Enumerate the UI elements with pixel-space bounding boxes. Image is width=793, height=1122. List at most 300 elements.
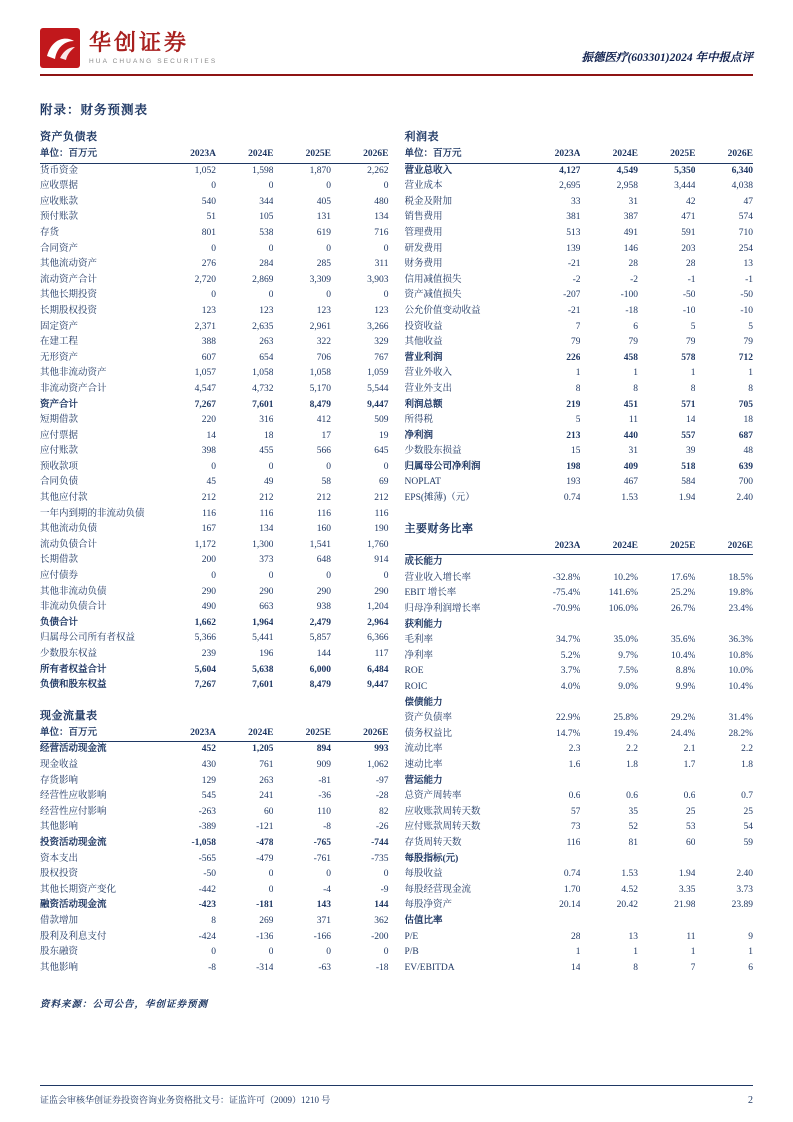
row-value: 254 [738, 243, 753, 254]
row-value: 0 [268, 290, 274, 301]
row-value: 14.7% [555, 728, 581, 739]
section-row [405, 618, 754, 634]
row-value: 0.6 [568, 791, 581, 802]
row-label: 估值比率 [404, 915, 443, 926]
row-value: 123 [259, 305, 274, 316]
row-value: 1.53 [621, 493, 638, 504]
table-row [40, 600, 389, 616]
row-label: 应收票据 [40, 181, 79, 192]
row-value: 2.2 [741, 744, 753, 755]
table-row [405, 242, 754, 258]
table-row [405, 649, 754, 665]
page-footer [40, 1085, 753, 1106]
row-value: 1,052 [194, 165, 216, 176]
balance-sheet-title: 资产负债表 [40, 131, 98, 143]
row-value: 540 [201, 196, 216, 207]
row-value: 226 [566, 352, 581, 363]
row-value: 1 [633, 368, 638, 379]
row-value: 7,267 [194, 399, 216, 410]
row-value: -50 [740, 290, 753, 301]
row-value: 35.6% [670, 635, 696, 646]
year-column-header: 2025E [273, 147, 331, 163]
row-value: 1,598 [252, 165, 274, 176]
row-value: 6,366 [367, 633, 389, 644]
row-label: 货币资金 [40, 165, 79, 176]
row-value: 276 [201, 259, 216, 270]
row-value: 79 [743, 337, 753, 348]
row-value: 0 [211, 571, 216, 582]
row-value: -207 [563, 290, 581, 301]
row-value: 196 [259, 649, 274, 659]
row-value: -200 [371, 931, 389, 942]
row-label: 长期借款 [40, 555, 79, 566]
row-value: 451 [623, 399, 638, 410]
table-row [40, 789, 389, 805]
row-value [523, 774, 581, 790]
row-value: 538 [259, 227, 274, 238]
row-value: 33 [570, 196, 581, 207]
row-value: 18 [743, 415, 753, 426]
row-value: 36.3% [728, 635, 753, 646]
row-value: 24.4% [670, 728, 696, 739]
year-column-header: 2024E [580, 147, 638, 163]
table-row [40, 242, 389, 258]
row-value: 607 [201, 352, 216, 363]
table-row [405, 680, 754, 696]
row-value: -18 [625, 305, 638, 316]
row-value: -26 [375, 822, 389, 833]
table-row [405, 836, 754, 852]
row-value: 6 [633, 321, 638, 332]
row-value: 4.0% [560, 682, 581, 692]
table-row [40, 163, 389, 179]
row-label: 合同负债 [40, 477, 79, 488]
row-value: 116 [317, 508, 331, 519]
row-label: 每股收益 [404, 869, 443, 880]
row-label: 其他非流动资产 [40, 368, 107, 379]
row-value: 4.52 [621, 884, 638, 895]
row-label: 公允价值变动收益 [404, 305, 481, 316]
row-value: 7,601 [252, 680, 274, 691]
row-value: 381 [566, 212, 581, 223]
row-label: 一年内到期的非流动负债 [40, 508, 145, 519]
row-label: 资产合计 [40, 399, 79, 410]
table-row [40, 678, 389, 694]
row-value: 7,267 [194, 680, 216, 691]
row-value: -2 [572, 274, 581, 285]
row-label: 借款增加 [40, 915, 79, 926]
table-row [405, 195, 754, 211]
table-row [405, 742, 754, 758]
row-value: 3,444 [674, 181, 696, 192]
row-value: 767 [374, 352, 389, 363]
row-value: -81 [318, 775, 331, 786]
row-value: 1,057 [194, 368, 216, 379]
cash-flow-title: 现金流量表 [40, 709, 98, 722]
row-value: -181 [256, 900, 274, 911]
row-value: 1,964 [252, 617, 274, 628]
row-value: 52 [628, 822, 638, 833]
row-value: 129 [201, 775, 216, 786]
row-value: 9.9% [675, 682, 696, 692]
section-row [405, 774, 754, 790]
row-value: 79 [570, 337, 581, 348]
row-value: 2,371 [194, 321, 216, 332]
row-value [638, 696, 696, 712]
table-row [405, 883, 754, 899]
row-value: 362 [374, 915, 389, 926]
row-value: 21.98 [674, 900, 696, 911]
row-label: P/E [404, 931, 419, 942]
table-row [405, 413, 754, 429]
row-value: 5,366 [194, 633, 216, 644]
row-value: 5,638 [252, 664, 274, 675]
row-value: 28 [628, 259, 638, 270]
table-row [40, 179, 389, 195]
row-label: 所有者权益合计 [40, 664, 107, 675]
row-value: 509 [374, 415, 389, 426]
row-value: 59 [743, 837, 753, 848]
year-column-header: 2026E [331, 726, 389, 742]
row-value: 1,205 [252, 744, 274, 755]
row-value: -50 [682, 290, 696, 301]
table-row [405, 805, 754, 821]
row-value: 648 [316, 555, 331, 566]
row-value: 344 [259, 196, 274, 207]
year-column-header: 2026E [695, 147, 753, 163]
page-number: 2 [748, 1095, 753, 1106]
row-value: 584 [681, 477, 696, 488]
row-value: 193 [566, 477, 581, 488]
row-value: 139 [566, 243, 581, 254]
year-column-header: 2026E [695, 539, 753, 555]
row-value: 20.14 [559, 900, 581, 911]
table-row [40, 507, 389, 523]
row-value: 28.2% [728, 728, 753, 739]
row-label: 现金收益 [40, 759, 79, 770]
row-value: 2,958 [616, 181, 638, 192]
row-value [695, 555, 753, 571]
table-row [405, 867, 754, 883]
row-value: 10.2% [613, 572, 638, 583]
row-label: 合同资产 [40, 243, 79, 254]
row-value: 106.0% [608, 604, 638, 615]
row-label: 其他影响 [40, 822, 79, 833]
row-value: 0.6 [683, 791, 696, 802]
row-value [695, 774, 753, 790]
row-value: 25.2% [670, 588, 696, 599]
row-value: 290 [374, 586, 389, 597]
row-value [695, 914, 753, 930]
row-label: 应付票据 [40, 430, 79, 441]
row-value: 22.9% [555, 713, 581, 724]
row-value: 0 [383, 461, 389, 472]
table-row [405, 335, 754, 351]
row-value: 212 [201, 493, 216, 504]
row-value: 2,964 [367, 617, 389, 628]
table-row [405, 758, 754, 774]
header-rule [40, 74, 753, 76]
row-value: 8,479 [309, 680, 331, 691]
section-row [405, 852, 754, 868]
row-value: 0 [383, 243, 389, 254]
row-value [638, 555, 696, 571]
row-value: 2,479 [309, 617, 331, 628]
row-value: 2.2 [626, 744, 638, 755]
row-value: 1 [575, 947, 581, 958]
table-row [40, 774, 389, 790]
row-value: 2,720 [194, 274, 216, 285]
row-label: 归属母公司净利润 [404, 461, 481, 472]
table-row [40, 852, 389, 868]
row-value: 48 [743, 446, 753, 457]
table-row [40, 288, 389, 304]
row-label: 研发费用 [404, 243, 443, 254]
row-label: 经营性应付影响 [40, 806, 107, 817]
row-value: 440 [623, 430, 638, 441]
row-value: 212 [374, 493, 389, 504]
row-value: 716 [374, 227, 389, 238]
row-value: -21 [567, 305, 581, 316]
row-value [523, 555, 581, 571]
row-value: 0 [268, 181, 274, 192]
row-value: 0.7 [741, 791, 753, 802]
row-value: 10.4% [670, 650, 696, 661]
row-value: 0 [268, 461, 274, 472]
row-value: -765 [313, 837, 331, 848]
row-value: 8 [633, 383, 638, 394]
row-value: 45 [206, 477, 216, 488]
tables-area [0, 122, 793, 976]
row-value: 1.7 [683, 759, 696, 770]
table-row [40, 522, 389, 538]
row-value: 143 [316, 900, 331, 911]
table-row [405, 961, 754, 977]
row-value: 47 [743, 196, 753, 207]
table-row [40, 195, 389, 211]
row-value: 1 [748, 368, 753, 379]
row-value [580, 555, 638, 571]
row-value: 1.94 [678, 493, 696, 504]
row-label: 股利及利息支付 [40, 931, 107, 942]
row-label: 应付债券 [40, 571, 79, 582]
row-value: 5,350 [674, 165, 696, 176]
row-label: 获利能力 [404, 619, 443, 630]
row-label: ROE [404, 666, 424, 677]
row-label: EBIT 增长率 [404, 588, 457, 599]
row-value: 405 [316, 196, 331, 207]
year-column-header: 2025E [638, 539, 696, 555]
row-value: 141.6% [608, 588, 638, 599]
report-title: 振德医疗(603301)2024 年中报点评 [581, 52, 753, 64]
row-value: 2,262 [367, 165, 389, 176]
row-value [523, 914, 581, 930]
row-value: 1,059 [367, 368, 389, 379]
row-value: 105 [259, 212, 274, 223]
row-value: 116 [202, 508, 216, 519]
row-value: 761 [259, 759, 274, 770]
row-value: 2,869 [252, 274, 274, 285]
row-value: -97 [375, 775, 389, 786]
row-value: 14 [685, 415, 696, 426]
row-value: 29.2% [670, 713, 696, 724]
row-value: 409 [623, 461, 638, 472]
row-value: 1 [633, 947, 638, 958]
table-row [405, 366, 754, 382]
table-row [40, 961, 389, 977]
row-value: 5,170 [309, 383, 331, 394]
row-value: 0 [268, 571, 274, 582]
table-row [40, 805, 389, 821]
huachuang-logo-icon [40, 28, 80, 68]
row-value: 131 [316, 212, 331, 223]
row-value: -314 [256, 962, 274, 973]
year-column-header: 2023A [523, 147, 581, 163]
row-value [695, 618, 753, 634]
table-row [40, 569, 389, 585]
row-value: 2,961 [309, 321, 331, 332]
row-value: 1 [690, 368, 696, 379]
row-value: 3.35 [678, 884, 696, 895]
table-row [40, 304, 389, 320]
income-statement-table [405, 147, 754, 507]
row-value: 0 [326, 290, 331, 301]
row-value: 705 [738, 399, 753, 410]
row-value: 1.8 [741, 759, 753, 770]
table-row [40, 273, 389, 289]
row-value: 0 [211, 243, 216, 254]
year-column-header: 2024E [216, 726, 274, 742]
row-label: 经营活动现金流 [40, 744, 107, 755]
row-label: 负债和股东权益 [40, 680, 107, 691]
row-value: 3.73 [736, 884, 753, 895]
row-value: 3,903 [367, 274, 389, 285]
row-value [638, 914, 696, 930]
row-label: 应收账款 [40, 196, 79, 207]
row-label: 每股经营现金流 [404, 884, 472, 895]
row-value: 0 [211, 947, 216, 958]
row-value: 1.94 [678, 869, 696, 880]
section-row [405, 696, 754, 712]
row-value [580, 618, 638, 634]
table-row [405, 444, 754, 460]
row-value: 0.74 [563, 493, 581, 504]
row-value: 8 [211, 915, 216, 926]
unit-label [405, 539, 523, 555]
table-row [40, 413, 389, 429]
table-row [40, 647, 389, 663]
table-row [405, 602, 754, 618]
row-value: 53 [685, 822, 696, 833]
row-value: 2,695 [559, 181, 581, 192]
table-row [405, 789, 754, 805]
table-row [40, 320, 389, 336]
row-value: 1,058 [252, 368, 274, 379]
row-value: 10.4% [728, 682, 753, 692]
row-value: 241 [259, 791, 274, 802]
row-value [638, 618, 696, 634]
row-value: -21 [567, 259, 581, 270]
row-value [580, 852, 638, 868]
row-value: 123 [201, 305, 216, 316]
row-value: 0.6 [626, 791, 638, 802]
row-value: 1,062 [367, 759, 389, 770]
row-value: -423 [198, 900, 216, 911]
row-value: 285 [316, 259, 331, 270]
row-value: 144 [316, 649, 331, 659]
row-value: 39 [685, 446, 696, 457]
row-label: 存货影响 [40, 775, 79, 786]
row-label: 少数股东损益 [404, 446, 462, 457]
row-value: 18.5% [728, 572, 753, 583]
table-row [40, 226, 389, 242]
row-label: 无形资产 [40, 352, 79, 363]
row-value: 1 [690, 947, 696, 958]
table-row [40, 742, 389, 758]
row-label: 应付账款 [40, 446, 79, 457]
row-value: 5 [690, 321, 696, 332]
row-value: 23.4% [728, 604, 753, 615]
table-row [405, 930, 754, 946]
row-value: 123 [374, 305, 389, 316]
row-value: 7.5% [618, 666, 638, 677]
row-label: EPS(摊薄)（元） [404, 493, 475, 504]
row-value: 373 [259, 555, 274, 566]
row-value: 0 [326, 571, 331, 582]
table-row [40, 663, 389, 679]
row-value: 1 [575, 368, 581, 379]
row-value: 134 [259, 524, 274, 535]
row-value: 8.8% [675, 666, 696, 677]
row-value: 60 [263, 806, 274, 817]
row-value: 9.7% [618, 650, 638, 661]
financial-ratios-section [405, 520, 754, 977]
row-value: 28 [685, 259, 696, 270]
footer-row [40, 1093, 753, 1106]
row-value: 212 [259, 493, 274, 504]
table-row [40, 930, 389, 946]
row-value: 34.7% [555, 635, 581, 646]
table-row [405, 398, 754, 414]
table-row [40, 883, 389, 899]
table-row [405, 226, 754, 242]
row-value: 0 [211, 181, 216, 192]
row-value: 430 [201, 759, 216, 770]
row-value: 6,340 [731, 165, 753, 176]
row-value: 467 [623, 477, 638, 488]
row-value: 290 [259, 586, 274, 597]
row-value: 4,038 [731, 181, 753, 192]
row-value: 1,870 [309, 165, 331, 176]
row-label: 投资活动现金流 [40, 837, 107, 848]
row-label: 每股指标(元) [404, 853, 459, 864]
row-value: 79 [628, 337, 638, 348]
page-header [0, 0, 793, 74]
row-value: 0 [211, 461, 216, 472]
row-label: 归属母公司所有者权益 [40, 633, 136, 644]
year-column-header: 2025E [638, 147, 696, 163]
row-label: ROIC [404, 682, 428, 692]
row-label: 在建工程 [40, 337, 79, 348]
row-value: -136 [256, 931, 274, 942]
year-column-header: 2026E [331, 147, 389, 163]
row-label: 营业成本 [404, 181, 443, 192]
row-value: 0 [383, 290, 389, 301]
row-value: 4,732 [252, 383, 274, 394]
header-row [40, 726, 389, 742]
row-value: 28 [570, 931, 581, 942]
row-value: 578 [681, 352, 696, 363]
